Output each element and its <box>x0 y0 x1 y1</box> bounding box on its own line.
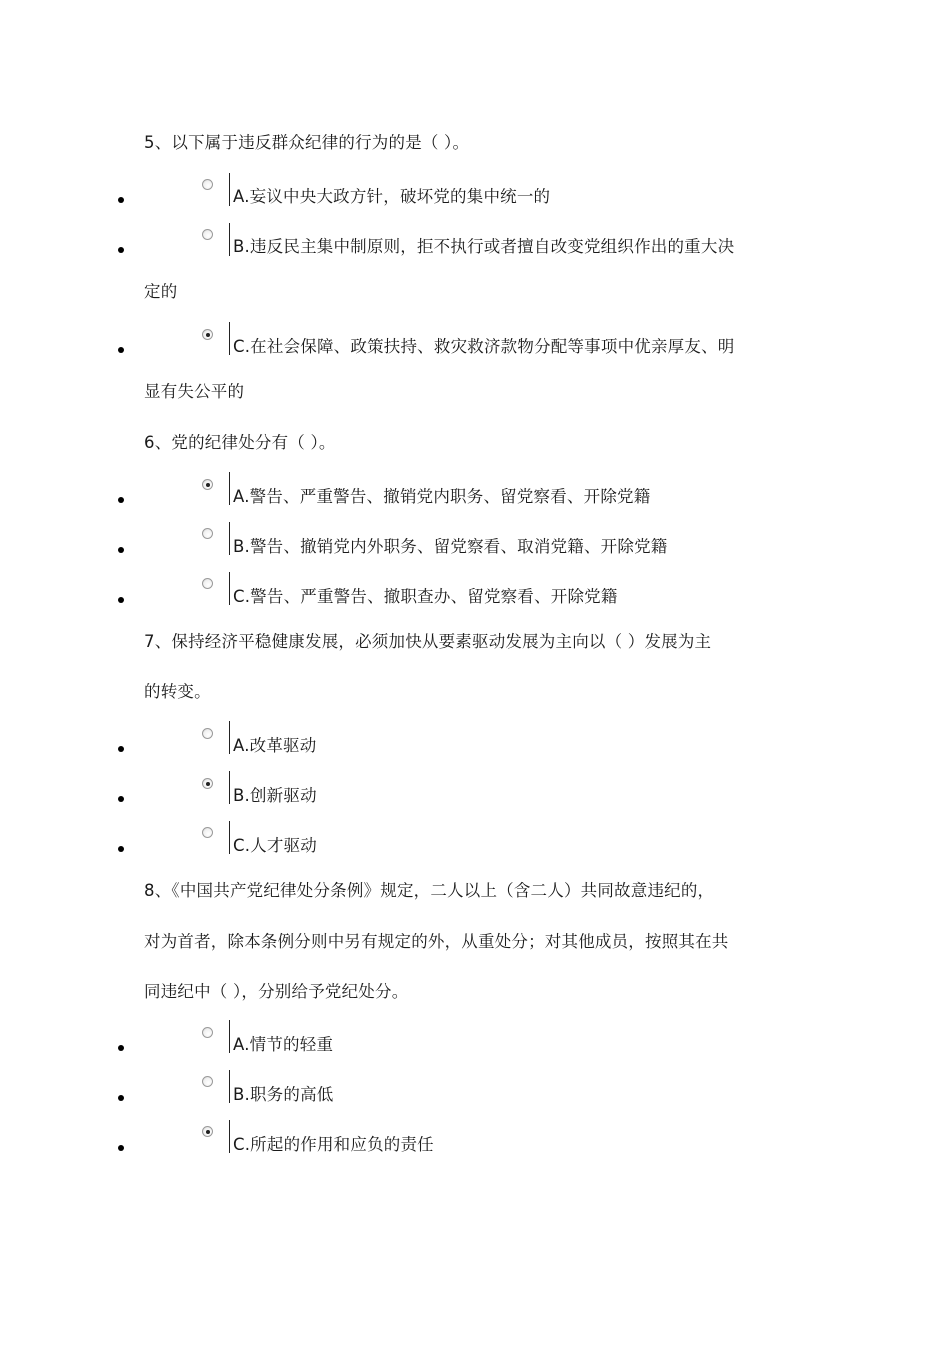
question-6-option-c-radio[interactable] <box>202 578 213 589</box>
question-7-option-b-label: B.创新驱动 <box>233 786 317 805</box>
list-bullet <box>118 796 124 802</box>
list-bullet <box>118 497 124 503</box>
option-divider <box>229 223 230 256</box>
list-bullet <box>118 597 124 603</box>
question-5-option-b-label-continued: 定的 <box>144 282 178 301</box>
question-7-option-c-label: C.人才驱动 <box>233 836 317 855</box>
question-7-option-a-label: A.改革驱动 <box>233 736 317 755</box>
question-8-text: 8、《中国共产党纪律处分条例》规定，二人以上（含二人）共同故意违纪的， <box>144 881 715 900</box>
question-8-option-c-label: C.所起的作用和应负的责任 <box>233 1135 434 1154</box>
question-6-option-b-radio[interactable] <box>202 528 213 539</box>
list-bullet <box>118 547 124 553</box>
question-8-option-a-radio[interactable] <box>202 1027 213 1038</box>
list-bullet <box>118 1145 124 1151</box>
question-6-option-a-label: A.警告、严重警告、撤销党内职务、留党察看、开除党籍 <box>233 487 651 506</box>
question-7-option-b-radio[interactable] <box>202 778 213 789</box>
question-5-option-c-radio[interactable] <box>202 329 213 340</box>
option-divider <box>229 1120 230 1153</box>
question-7-option-c-radio[interactable] <box>202 827 213 838</box>
option-divider <box>229 173 230 206</box>
question-5-text: 5、以下属于违反群众纪律的行为的是（ ）。 <box>144 133 470 152</box>
question-6-option-c-label: C.警告、严重警告、撤职查办、留党察看、开除党籍 <box>233 587 618 606</box>
option-divider <box>229 721 230 754</box>
option-divider <box>229 522 230 555</box>
question-5-option-a-label: A.妄议中央大政方针，破坏党的集中统一的 <box>233 187 551 206</box>
list-bullet <box>118 197 124 203</box>
option-divider <box>229 821 230 854</box>
question-5-option-c-label: C.在社会保障、政策扶持、救灾救济款物分配等事项中优亲厚友、明 <box>233 337 735 356</box>
question-5-option-a-radio[interactable] <box>202 179 213 190</box>
question-5-option-c-label-continued: 显有失公平的 <box>144 382 245 401</box>
question-8-option-b-label: B.职务的高低 <box>233 1085 334 1104</box>
question-7-text: 7、保持经济平稳健康发展，必须加快从要素驱动发展为主向以（ ）发展为主 <box>144 632 712 651</box>
question-6-text: 6、党的纪律处分有（ ）。 <box>144 433 336 452</box>
list-bullet <box>118 746 124 752</box>
question-8-option-b-radio[interactable] <box>202 1076 213 1087</box>
option-divider <box>229 771 230 804</box>
option-divider <box>229 472 230 505</box>
question-8-text-line-3: 同违纪中（ ），分别给予党纪处分。 <box>144 982 409 1001</box>
list-bullet <box>118 247 124 253</box>
question-5-option-b-label: B.违反民主集中制原则，拒不执行或者擅自改变党组织作出的重大决 <box>233 237 735 256</box>
option-divider <box>229 572 230 605</box>
option-divider <box>229 322 230 355</box>
list-bullet <box>118 846 124 852</box>
list-bullet <box>118 1095 124 1101</box>
question-8-option-c-radio[interactable] <box>202 1126 213 1137</box>
option-divider <box>229 1020 230 1053</box>
question-8-option-a-label: A.情节的轻重 <box>233 1035 334 1054</box>
question-6-option-a-radio[interactable] <box>202 479 213 490</box>
question-7-option-a-radio[interactable] <box>202 728 213 739</box>
question-5-option-b-radio[interactable] <box>202 229 213 240</box>
question-7-text-continued: 的转变。 <box>144 682 211 701</box>
question-8-text-line-2: 对为首者，除本条例分则中另有规定的外，从重处分；对其他成员，按照其在共 <box>144 932 729 951</box>
question-6-option-b-label: B.警告、撤销党内外职务、留党察看、取消党籍、开除党籍 <box>233 537 668 556</box>
list-bullet <box>118 1045 124 1051</box>
option-divider <box>229 1070 230 1103</box>
list-bullet <box>118 347 124 353</box>
